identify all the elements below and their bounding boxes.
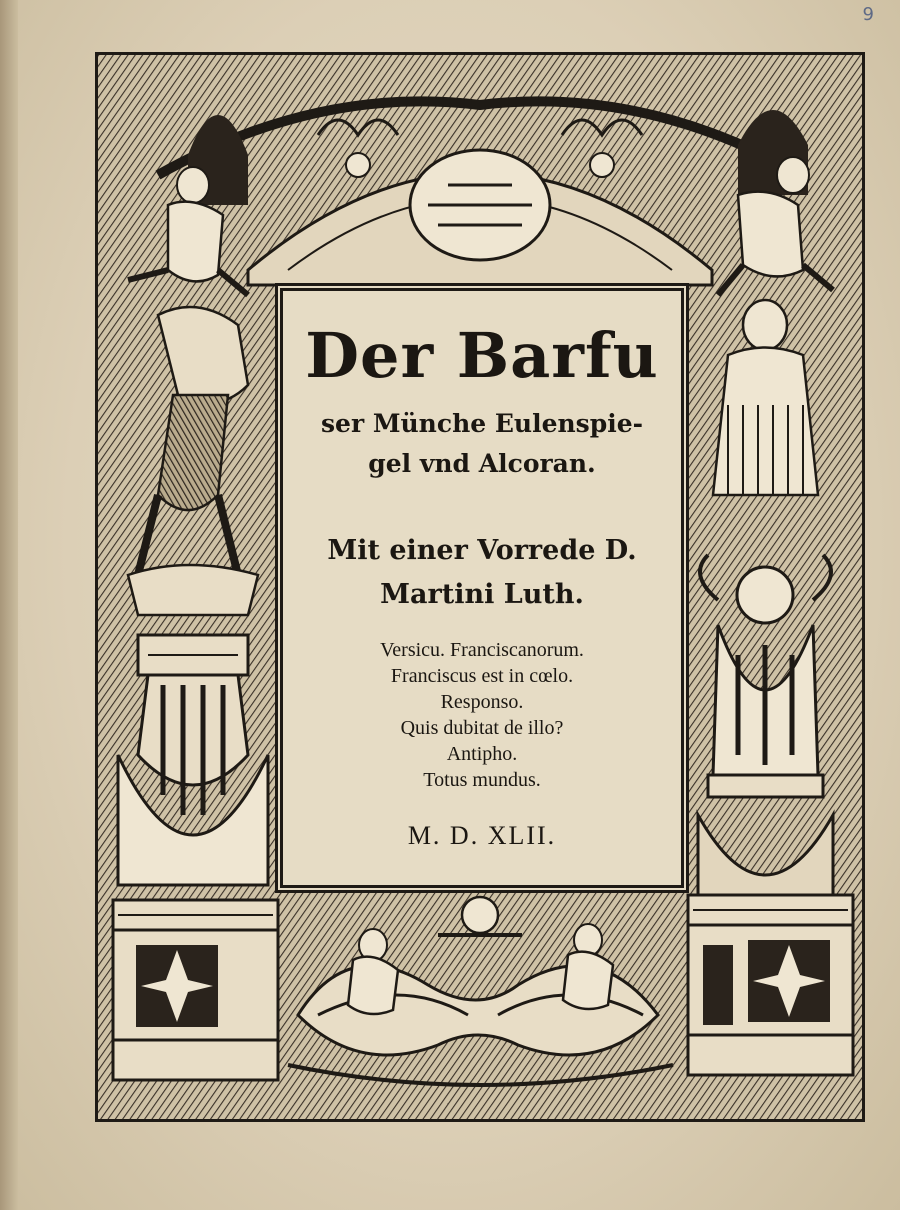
title-line-2: ser Münche Eulenspie-	[320, 409, 644, 438]
verse-line: Responso.	[440, 691, 524, 713]
title-line-3: gel vnd Alcoran.	[368, 449, 596, 478]
shelfmark-number: 9	[862, 4, 874, 25]
title-cartouche	[280, 288, 684, 888]
verse-line: Antipho.	[446, 743, 518, 765]
verse-line: Totus mundus.	[423, 769, 541, 791]
page-gutter	[0, 0, 18, 1210]
verse-line: Quis dubitat de illo?	[400, 717, 564, 739]
woodcut-border	[95, 52, 865, 1122]
verse-line: Versicu. Franciscanorum.	[380, 639, 584, 661]
preface-line-2: Martini Luth.	[380, 579, 584, 610]
imprint-year: M. D. XLII.	[407, 821, 557, 850]
preface-line-1: Mit einer Vorrede D.	[327, 535, 637, 566]
right-pedestal	[688, 895, 853, 1075]
title-line-1: Der Barfu	[305, 319, 659, 392]
verse-line: Franciscus est in cœlo.	[390, 665, 574, 687]
left-pedestal	[113, 900, 278, 1080]
